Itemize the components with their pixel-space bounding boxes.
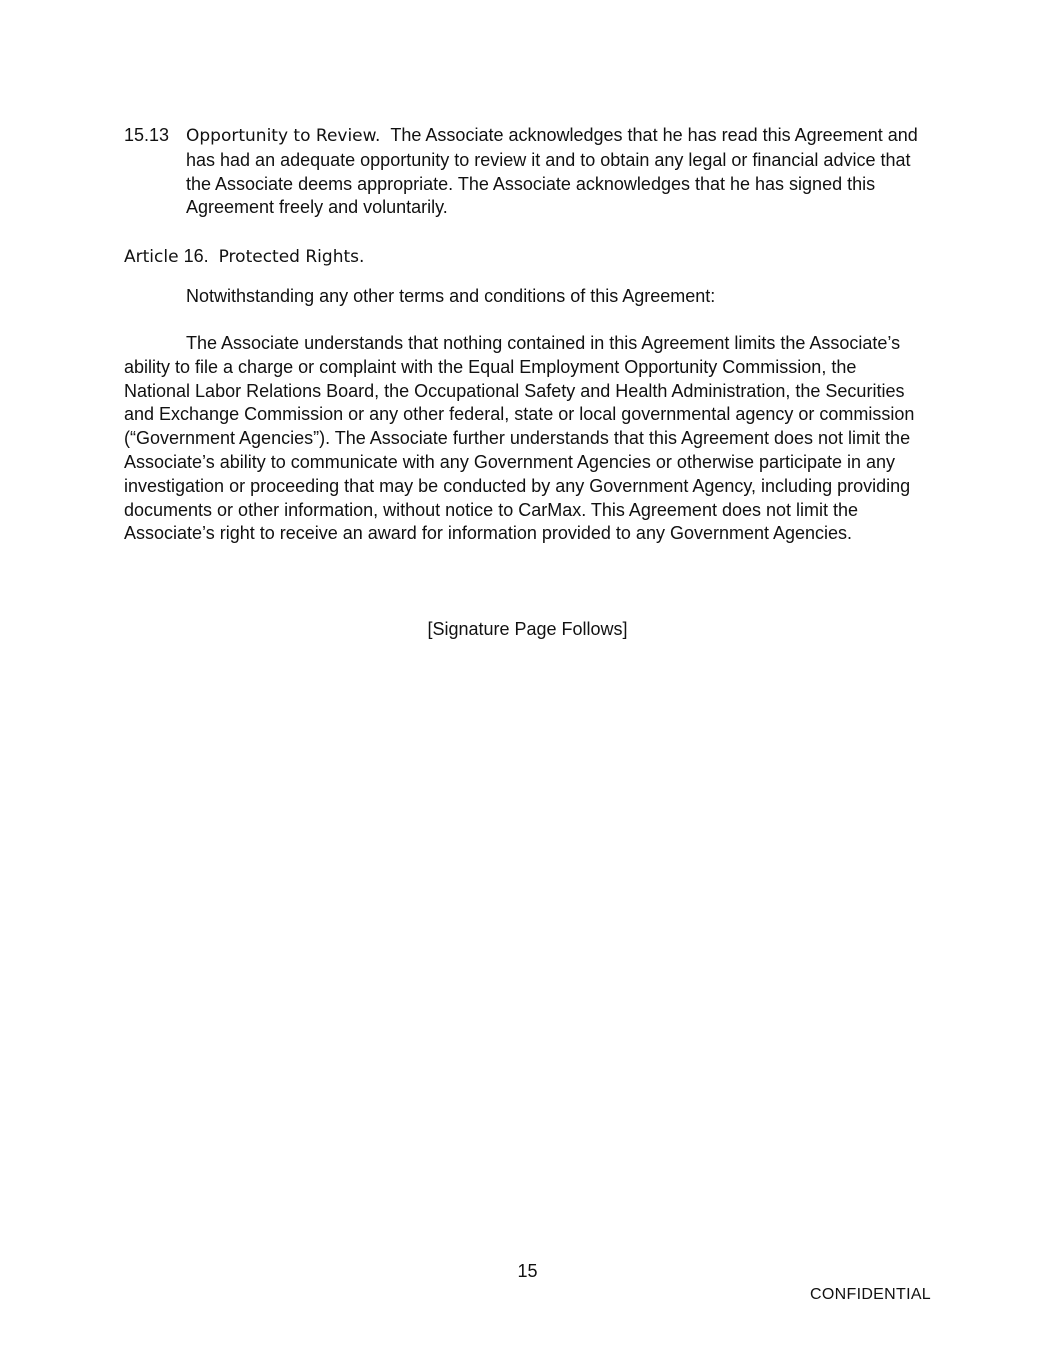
article-16-heading [124, 245, 724, 270]
section-heading: Opportunity to Review. [186, 126, 381, 146]
article-body-paragraph: The Associate understands that nothing contained in this Agreement limits the Associate’s ability to file a charge or complaint with the Equal Employment Opportunity Commission, the National Labor Relations Board, the Occupational Safety and Health Administration, the Securities and Exchange Commission or any other federal, state or local governmental agency or commission (“Government Agencies”). The Associate further understands that this Agreement does not limit the Associate’s ability to communicate with any Government Agencies or otherwise participate in any investigation or proceeding that may be conducted by any Government Agency, including providing documents or other information, without notice to CarMax. This Agreement does not limit the Associate’s right to receive an award for information provided to any Government Agencies. [124, 333, 915, 544]
article-label: Article [124, 247, 179, 267]
section-15-13 [124, 124, 924, 220]
article-number: 16. [183, 246, 209, 266]
section-number: 15.13 [124, 125, 170, 145]
article-intro-paragraph: Notwithstanding any other terms and conditions of this Agreement: [186, 286, 716, 306]
page-number: 15 [517, 1261, 538, 1281]
section-text: The Associate acknowledges that he has read this Agreement and has had an adequate opportunity to review it and to obtain any legal or financial advice that the Associate deems appropriate. The Associate acknowledges that he has signed this Agreement freely and voluntarily. [186, 125, 918, 218]
confidential-label: CONFIDENTIAL [810, 1286, 931, 1303]
article-title: Protected Rights. [218, 247, 365, 267]
signature-page-note: [Signature Page Follows] [427, 619, 628, 639]
section-body [186, 124, 924, 220]
